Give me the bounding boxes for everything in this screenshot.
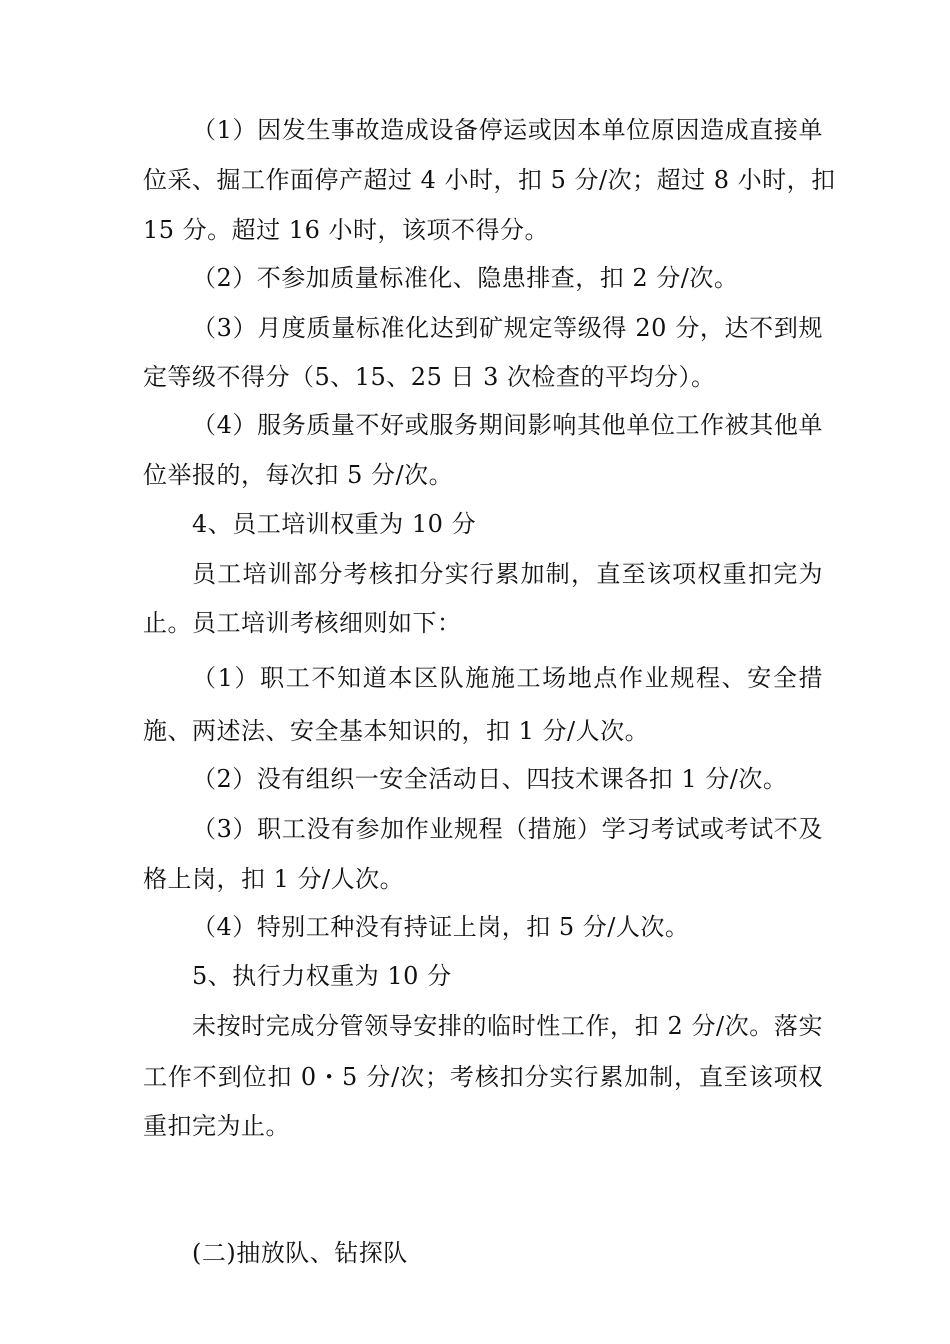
paragraph-line: 工作不到位扣 0・5 分/次；考核扣分实行累加制，直至该项权 [143, 1063, 823, 1091]
paragraph-line: （4）服务质量不好或服务期间影响其他单位工作被其他单 [192, 411, 823, 439]
paragraph-line: 员工培训部分考核扣分实行累加制，直至该项权重扣完为 [192, 560, 823, 588]
paragraph-line: （3）月度质量标准化达到矿规定等级得 20 分，达不到规 [192, 314, 823, 342]
paragraph-line: 重扣完为止。 [143, 1112, 290, 1140]
paragraph-line: （2）没有组织一安全活动日、四技术课各扣 1 分/次。 [192, 765, 788, 793]
paragraph-line: （4）特别工种没有持证上岗，扣 5 分/人次。 [192, 913, 690, 941]
paragraph-line: 15 分。超过 16 小时，该项不得分。 [143, 216, 549, 244]
paragraph-line: 定等级不得分（5、15、25 日 3 次检查的平均分）。 [143, 363, 716, 391]
paragraph-line: 位采、掘工作面停产超过 4 小时，扣 5 分/次；超过 8 小时，扣 [143, 166, 836, 194]
section-heading: 5、执行力权重为 10 分 [192, 962, 452, 990]
paragraph-line: 止。员工培训考核细则如下： [143, 609, 462, 637]
paragraph-line: 施、两述法、安全基本知识的，扣 1 分/人次。 [143, 717, 650, 745]
paragraph-line: （1）职工不知道本区队施施工场地点作业规程、安全措 [192, 664, 823, 692]
paragraph-line: 未按时完成分管领导安排的临时性工作，扣 2 分/次。落实 [192, 1012, 823, 1040]
paragraph-line: （1）因发生事故造成设备停运或因本单位原因造成直接单 [192, 116, 823, 144]
paragraph-line: （3）职工没有参加作业规程（措施）学习考试或考试不及 [192, 815, 823, 843]
section-heading: 4、员工培训权重为 10 分 [192, 510, 477, 538]
paragraph-line: （2）不参加质量标准化、隐患排查，扣 2 分/次。 [192, 264, 739, 292]
paragraph-line: 位举报的，每次扣 5 分/次。 [143, 461, 454, 489]
section-heading: (二)抽放队、钻探队 [192, 1239, 408, 1267]
paragraph-line: 格上岗，扣 1 分/人次。 [143, 865, 405, 893]
